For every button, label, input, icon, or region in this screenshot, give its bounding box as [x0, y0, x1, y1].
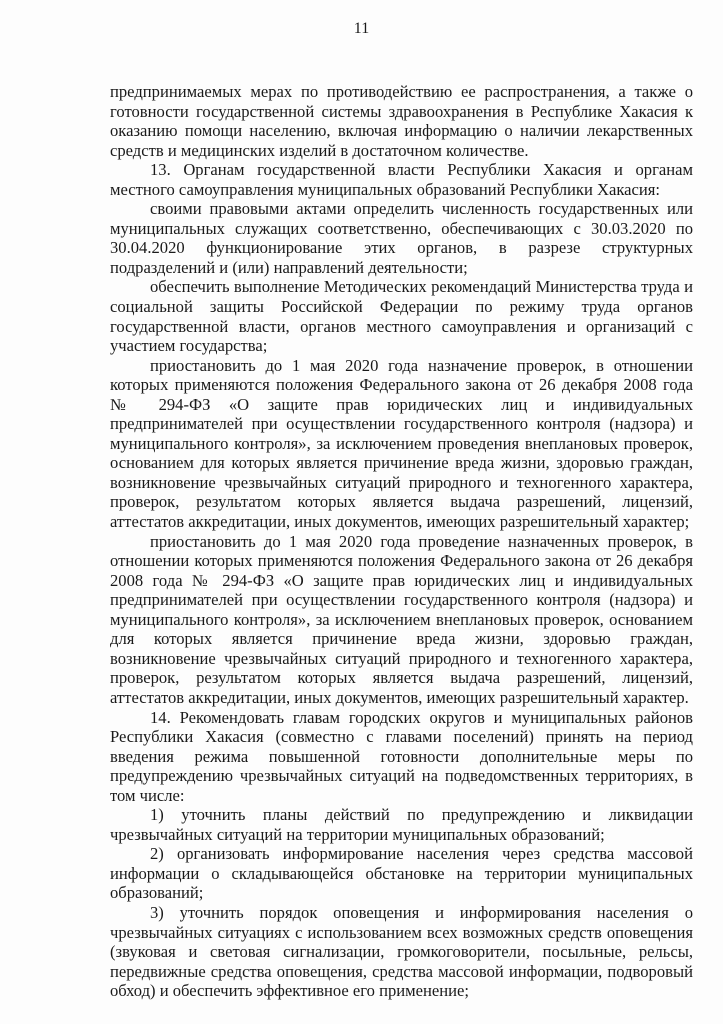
paragraph-subitem-2: 2) организовать информирование населения через средства массовой информации о складывающейся обстановке на территории муниципальных образований;	[110, 844, 693, 903]
paragraph-staff-count: своими правовыми актами определить численность государственных или муниципальных служащих соответственно, обеспечивающих с 30.03.2020 по 30.04.2020 функционирование этих органов, в разрезе структурных подразделений и (или) направлений деятельности;	[110, 199, 693, 277]
paragraph-continuation: предпринимаемых мерах по противодействию ее распространения, а также о готовности государственной системы здравоохранения в Республике Хакасия к оказанию помощи населению, включая информацию о наличии лекарственных средств и медицинских изделий в достаточном количестве.	[110, 82, 693, 160]
paragraph-methodical-recommendations: обеспечить выполнение Методических рекомендаций Министерства труда и социальной защиты Российской Федерации по режиму труда органов государственной власти, органов местного самоуправления и организаций с участием государства;	[110, 277, 693, 356]
paragraph-suspend-scheduled-inspections: приостановить до 1 мая 2020 года проведение назначенных проверок, в отношении которых применяются положения Федерального закона от 26 декабря 2008 года № 294-ФЗ «О защите прав юридических лиц и индивидуальных предпринимателей при осуществлении государственного контроля (надзора) и муниципального контроля», за исключением внеплановых проверок, основанием для которых является причинение вреда жизни, здоровью граждан, возникновение чрезвычайных ситуаций природного и техногенного характера, проверок, результатом которых является выдача разрешений, лицензий, аттестатов аккредитации, иных документов, имеющих разрешительный характер.	[110, 531, 693, 707]
paragraph-subitem-1: 1) уточнить планы действий по предупреждению и ликвидации чрезвычайных ситуаций на территории муниципальных образований;	[110, 805, 693, 844]
paragraph-item-14: 14. Рекомендовать главам городских округов и муниципальных районов Республики Хакасия (совместно с главами поселений) принять на период введения режима повышенной готовности дополнительные меры по предупреждению чрезвычайных ситуаций на подведомственных территориях, в том числе:	[110, 707, 693, 805]
paragraph-item-13: 13. Органам государственной власти Республики Хакасия и органам местного самоуправления муниципальных образований Республики Хакасия:	[110, 160, 693, 199]
page-number: 11	[353, 20, 370, 37]
document-body	[110, 82, 693, 1001]
paragraph-suspend-appointment-inspections: приостановить до 1 мая 2020 года назначение проверок, в отношении которых применяются положения Федерального закона от 26 декабря 2008 года № 294-ФЗ «О защите прав юридических лиц и индивидуальных предпринимателей при осуществлении государственного контроля (надзора) и муниципального контроля», за исключением проведения внеплановых проверок, основанием для которых является причинение вреда жизни, здоровью граждан, возникновение чрезвычайных ситуаций природного и техногенного характера, проверок, результатом которых является выдача разрешений, лицензий, аттестатов аккредитации, иных документов, имеющих разрешительный характер;	[110, 355, 693, 532]
paragraph-subitem-3: 3) уточнить порядок оповещения и информирования населения о чрезвычайных ситуациях с использованием всех возможных средств оповещения (звуковая и световая сигнализации, громкоговорители, посыльные, рельсы, передвижные средства оповещения, средства массовой информации, подворовый обход) и обеспечить эффективное его применение;	[110, 902, 693, 1001]
